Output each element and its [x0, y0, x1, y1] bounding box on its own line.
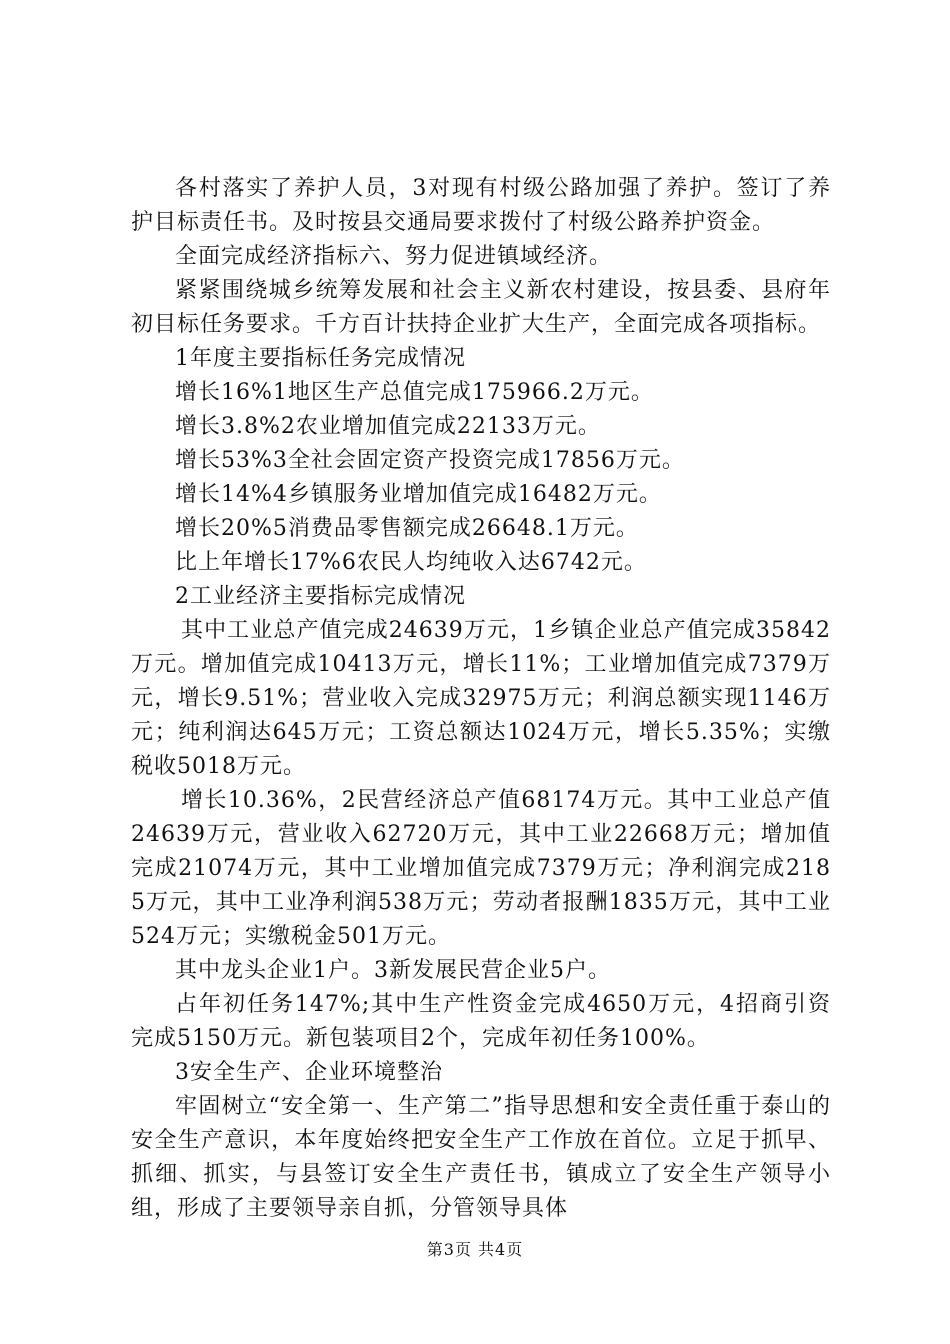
- indicator-agriculture: 增长3.8%2农业增加值完成22133万元。: [175, 414, 601, 439]
- indicator-retail: 增长20%5消费品零售额完成26648.1万元。: [175, 516, 639, 541]
- paragraph-new-private-enterprises: 其中龙头企业1户。3新发展民营企业5户。: [175, 958, 611, 983]
- section-heading-annual-indicators: 1年度主要指标任务完成情况: [175, 346, 466, 371]
- section-heading-industrial: 2工业经济主要指标完成情况: [175, 584, 466, 609]
- section-heading-safety: 3安全生产、企业环境整治: [175, 1060, 443, 1085]
- paragraph-township-enterprises: 其中工业总产值完成24639万元，1乡镇企业总产值完成35842万元。增加值完成10413万元，增长11%；工业增加值完成7379万元，增长9.51%；营业收入完成32975万元；利润总额实现1146万元；纯利润达645万元；工资总额达1024万元，增长5.35%；实缴税收5018万元。: [131, 618, 831, 779]
- page-number-footer: 第3页 共4页: [426, 1240, 524, 1259]
- paragraph-economy-intro: 紧紧围绕城乡统筹发展和社会主义新农村建设，按县委、县府年初目标任务要求。千方百计扶持企业扩大生产，全面完成各项指标。: [131, 278, 831, 337]
- indicator-farmer-income: 比上年增长17%6农民人均纯收入达6742元。: [175, 550, 647, 575]
- indicator-gdp: 增长16%1地区生产总值完成175966.2万元。: [175, 380, 654, 405]
- document-body: [131, 172, 831, 1226]
- paragraph-road-maintenance: 各村落实了养护人员，3对现有村级公路加强了养护。签订了养护目标责任书。及时按县交通局要求拨付了村级公路养护资金。: [131, 176, 831, 235]
- indicator-services: 增长14%4乡镇服务业增加值完成16482万元。: [175, 482, 662, 507]
- paragraph-safety: 牢固树立“安全第一、生产第二”指导思想和安全责任重于泰山的安全生产意识，本年度始终把安全生产工作放在首位。立足于抓早、抓细、抓实，与县签订安全生产责任书，镇成立了安全生产领导小组，形成了主要领导亲自抓，分管领导具体: [131, 1094, 831, 1221]
- paragraph-private-economy: 增长10.36%，2民营经济总产值68174万元。其中工业总产值24639万元，营业收入62720万元，其中工业22668万元；增加值完成21074万元，其中工业增加值完成7379万元；净利润完成2185万元，其中工业净利润538万元；劳动者报酬1835万元，其中工业524万元；实缴税金501万元。: [131, 788, 831, 949]
- paragraph-investment: 占年初任务147%;其中生产性资金完成4650万元，4招商引资完成5150万元。新包装项目2个，完成年初任务100%。: [131, 992, 831, 1051]
- indicator-fixed-assets: 增长53%3全社会固定资产投资完成17856万元。: [175, 448, 685, 473]
- paragraph-economy-heading: 全面完成经济指标六、努力促进镇域经济。: [175, 244, 613, 269]
